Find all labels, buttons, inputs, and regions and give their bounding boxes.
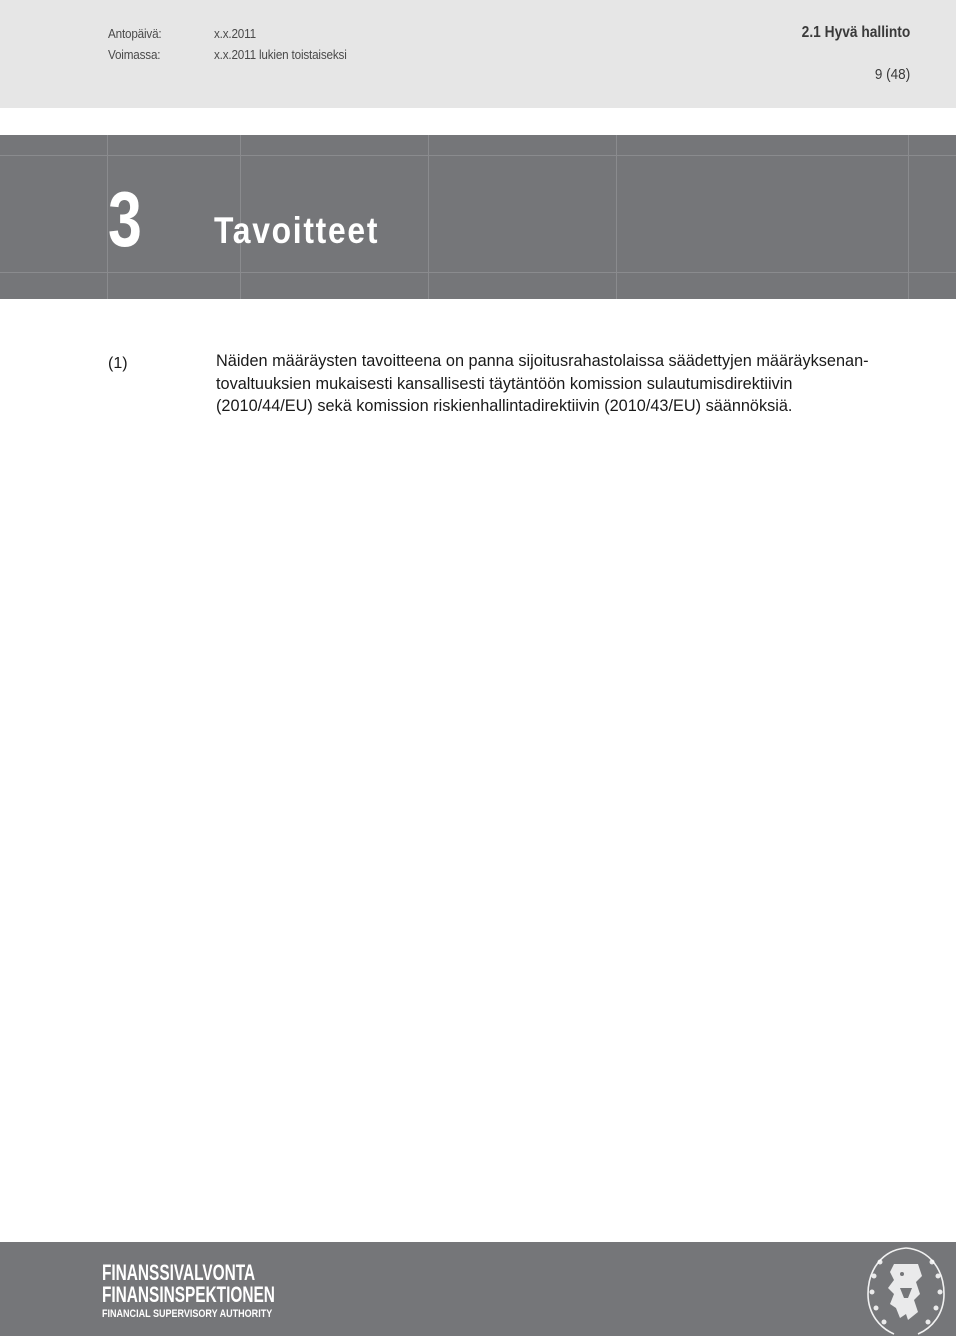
- paragraph-line: tovaltuuksien mukaisesti kansallisesti täytäntöön komission sulautumisdirektiivin: [216, 374, 793, 393]
- chapter-title: Tavoitteet: [214, 210, 380, 251]
- paragraph-line: (2010/44/EU) sekä komission riskienhallintadirektiivin (2010/43/EU) säännöksiä.: [216, 397, 793, 415]
- adopted-value: x.x.2011: [214, 26, 256, 41]
- valid-value: x.x.2011 lukien toistaiseksi: [214, 47, 347, 62]
- chapter-banner: [0, 135, 956, 299]
- paragraph-line: Näiden määräysten tavoitteena on panna sijoitusrahastolaissa säädettyjen määräyksenan-: [216, 352, 869, 370]
- paragraph-number: (1): [108, 355, 128, 372]
- logo-line-english: FINANCIAL SUPERVISORY AUTHORITY: [102, 1308, 273, 1320]
- section-title: 2.1 Hyvä hallinto: [801, 24, 910, 41]
- page-number: 9 (48): [874, 66, 910, 83]
- logo-line-finnish: FINANSSIVALVONTA: [102, 1260, 256, 1285]
- authority-logo: [102, 1262, 349, 1321]
- adopted-label: Antopäivä:: [108, 26, 162, 41]
- finnish-lion-emblem-icon: [860, 1242, 952, 1336]
- valid-label: Voimassa:: [108, 47, 161, 62]
- paragraph-text: [216, 350, 916, 418]
- chapter-number: 3: [108, 175, 142, 263]
- logo-line-swedish: FINANSINSPEKTIONEN: [102, 1282, 275, 1307]
